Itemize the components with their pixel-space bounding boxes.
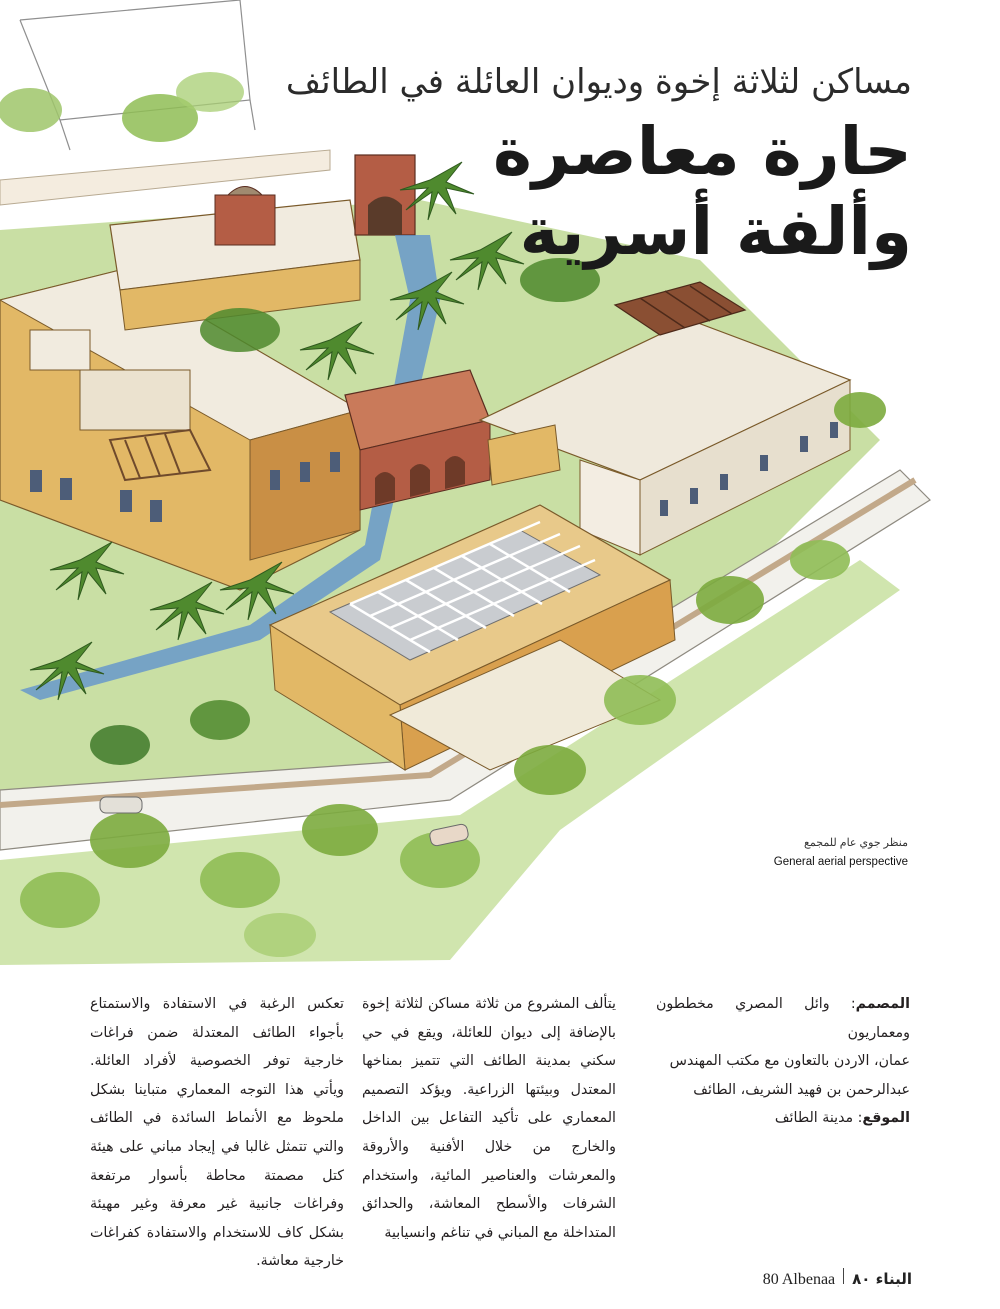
title-line-1: حارة معاصرة [493,113,912,190]
designer-label: المصمم [855,996,910,1012]
trees-top-left [0,72,244,142]
credits-column [656,990,910,1133]
footer-arabic: البناء ٨٠ [852,1270,912,1288]
designer-line-1 [656,990,910,1047]
caption-arabic: منظر جوي عام للمجمع [804,837,908,849]
designer-line-3: عبدالرحمن بن فهيد الشريف، الطائف [693,1081,910,1098]
footer-separator [843,1268,844,1284]
location-line [656,1104,910,1133]
page-footer [763,1268,912,1289]
caption-english: General aerial perspective [773,856,908,868]
article-subtitle: مساكن لثلاثة إخوة وديوان العائلة في الطائف [285,62,912,102]
designer-line-2: عمان، الاردن بالتعاون مع مكتب المهندس [669,1053,910,1070]
location-label: الموقع [862,1110,910,1127]
body-paragraph-left: تعكس الرغبة في الاستفادة والاستمتاع بأجواء الطائف المعتدلة ضمن فراغات خارجية توفر الخصوصية لأفراد العائلة. ويأتي هذا التوجه المعماري متباينا بشكل ملحوظ مع الأنماط السائدة في الطائف والتي تتمثل غالبا في إيجاد مباني على هيئة كتل مصمتة محاطة بأسوار مرتفعة وفراغات جانبية غير معرفة وغير مهيئة بشكل كاف للاستخدام والاستفادة كفراغات خارجية معاشة. [90,996,344,1270]
body-column-left [90,990,344,1276]
body-paragraph-middle: يتألف المشروع من ثلاثة مساكن لثلاثة إخوة بالإضافة إلى ديوان للعائلة، ويقع في حي سكني بمدينة الطائف التي تتميز بمناخها المعتدل وبيئتها الزراعية. ويؤكد التصميم المعماري على تأكيد التفاعل بين الداخل والخارج من خلال الأفنية والأروقة والمعرشات والعناصير المائية، واستخدام الشرفات والأسطح المعاشة، والحدائق المتداخلة مع المباني في تناغم وانسيابية [362,996,616,1241]
body-column-middle [362,990,616,1247]
title-line-2: وألفة أسرية [519,193,912,270]
footer-english: 80 Albenaa [762,1271,836,1288]
street-top [0,150,330,205]
body-columns [90,990,910,1270]
designer-text-1: : وائل المصري مخططون ومعماريون [656,996,910,1041]
article-title [352,112,912,272]
figure-caption [648,836,908,868]
location-value: : مدينة الطائف [774,1110,863,1127]
